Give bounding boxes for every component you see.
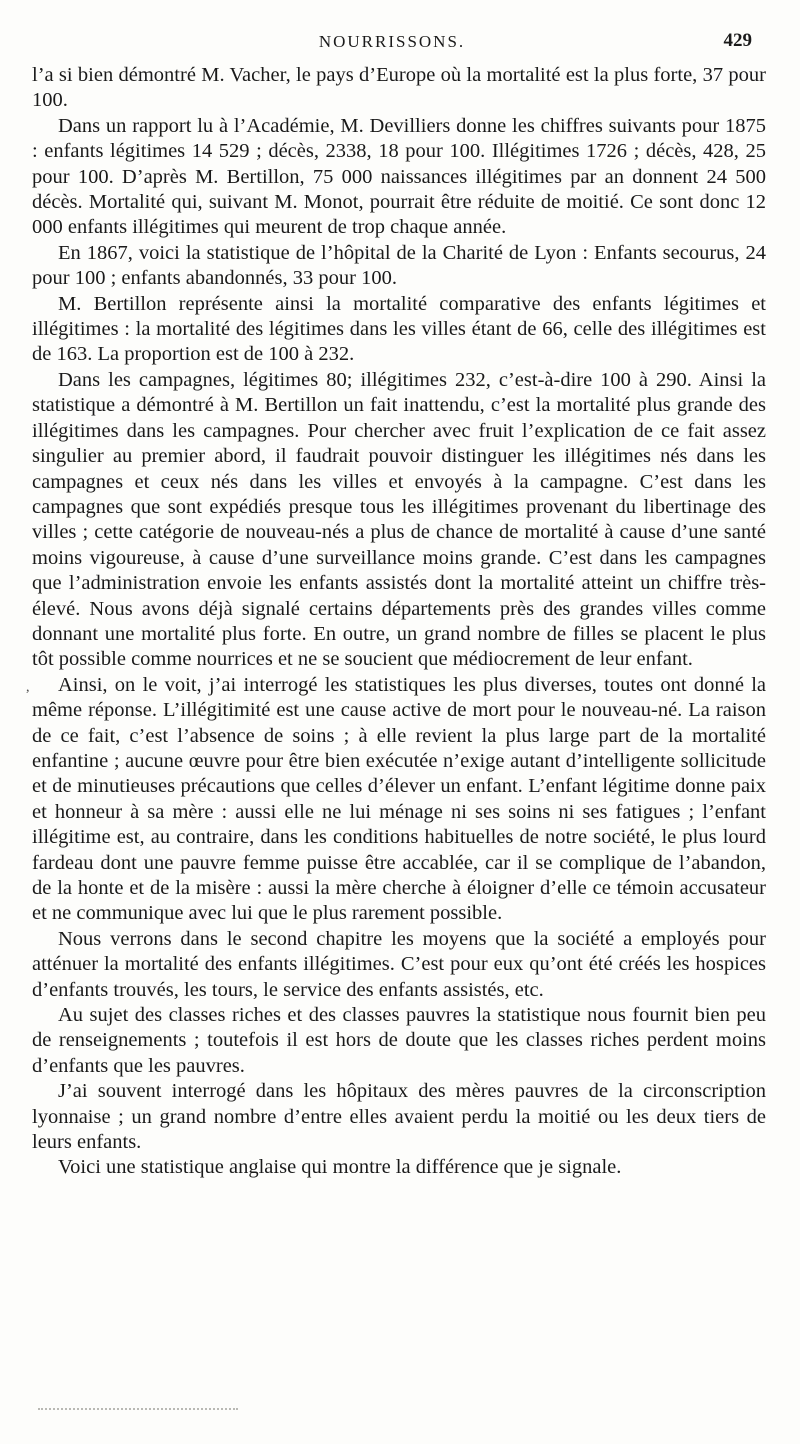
paragraph-campagnes: Dans les campagnes, légitimes 80; illégitimes 232, c’est-à-dire 100 à 290. Ainsi la statistique a démontré à M. Bertillon un fait inattendu, c’est la mortalité plus grande des illégitimes dans les campagnes. Pour chercher avec fruit l’explication de ce fait assez singulier au premier abord, il faudrait pouvoir distinguer les illégitimes nés dans les campagnes et ceux nés dans les villes et envoyés à la campagne. C’est dans les campagnes que sont expédiés presque tous les illégitimes provenant du libertinage des villes ; cette catégorie de nouveau-nés a plus de chance de mortalité à cause d’une santé moins vigoureuse, à cause d’une surveillance moins grande. C’est dans les campagnes que l’administration envoie les enfants assistés dont la mortalité atteint un chiffre très-élevé. Nous avons déjà signalé certains départements près des grandes villes comme donnant une mortalité plus forte. En outre, un grand nombre de filles se placent le plus tôt possible comme nourrices et ne se soucient que médiocrement de leur enfant.	[32, 368, 766, 671]
paragraph-statistique-anglaise: Voici une statistique anglaise qui montre la différence que je signale.	[58, 1156, 622, 1179]
paragraph-devilliers: Dans un rapport lu à l’Académie, M. Devilliers donne les chiffres suivants pour 1875 : enfants légitimes 14 529 ; décès, 2338, 18 pour 100. Illégitimes 1726 ; décès, 428, 25 pour 100. D’après M. Bertillon, 75 000 naissances illégitimes par an donnent 24 500 décès. Mortalité qui, suivant M. Monot, pourrait être réduite de moitié. Ce sont donc 12 000 enfants illégitimes qui meurent de trop chaque année.	[32, 114, 766, 239]
running-title: NOURRISSONS.	[318, 32, 466, 51]
stray-mark: ,	[26, 680, 30, 695]
running-head	[32, 30, 752, 56]
body-text	[32, 63, 766, 1181]
paragraph-lyon-1867: En 1867, voici la statistique de l’hôpital de la Charité de Lyon : Enfants secourus, 24 pour 100 ; enfants abandonnés, 33 pour 100.	[32, 241, 766, 290]
paragraph-bertillon: M. Bertillon représente ainsi la mortalité comparative des enfants légitimes et illégitimes : la mortalité des légitimes dans les villes étant de 66, celle des illégitimes est de 163. La proportion est de 100 à 232.	[32, 292, 766, 366]
paragraph-ainsi: Ainsi, on le voit, j’ai interrogé les statistiques les plus diverses, toutes ont donné la même réponse. L’illégitimité est une cause active de mort pour le nouveau-né. La raison de ce fait, c’est l’absence de soins ; à elle revient la plus large part de la mortalité enfantine ; aucune œuvre pour être bien exécutée n’exige autant d’intelligente sollicitude et de minutieuses précautions que celles d’élever un enfant. L’enfant légitime donne paix et honneur à sa mère : aussi elle ne lui ménage ni ses soins ni ses fatigues ; l’enfant illégitime est, au contraire, dans les conditions habituelles de notre société, le plus lourd fardeau dont une pauvre femme puisse être accablée, car il se complique de l’abandon, de la honte et de la misère : aussi la mère cherche à éloigner d’elle ce témoin accusateur et ne communique avec lui que le plus rarement possible.	[32, 673, 766, 925]
paragraph-continuation: l’a si bien démontré M. Vacher, le pays d’Europe où la mortalité est la plus forte, 37 pour 100.	[32, 64, 766, 112]
page-number: 429	[723, 30, 752, 51]
faint-dotted-rule	[38, 1408, 238, 1412]
paragraph-hopitaux: J’ai souvent interrogé dans les hôpitaux des mères pauvres de la circonscription lyonnaise ; un grand nombre d’entre elles avaient perdu la moitié ou les deux tiers de leurs enfants.	[32, 1080, 766, 1154]
paragraph-second-chapitre: Nous verrons dans le second chapitre les moyens que la société a employés pour atténuer la mortalité des enfants illégitimes. C’est pour eux qu’ont été créés les hospices d’enfants trouvés, les tours, le service des enfants assistés, etc.	[32, 927, 766, 1001]
paragraph-classes: Au sujet des classes riches et des classes pauvres la statistique nous fournit bien peu de renseignements ; toutefois il est hors de doute que les classes riches perdent moins d’enfants que les pauvres.	[32, 1004, 766, 1077]
